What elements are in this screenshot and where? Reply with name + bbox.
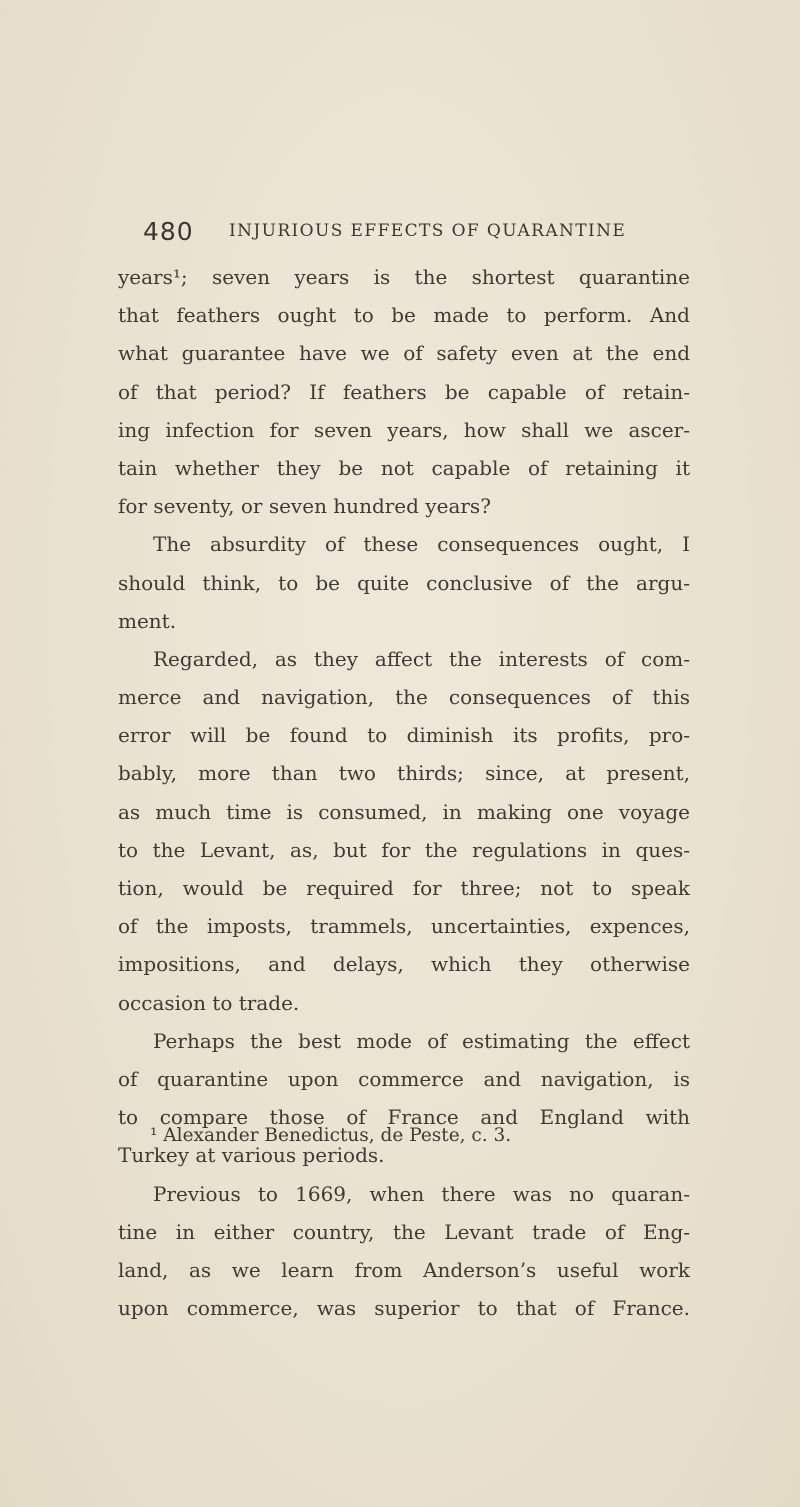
text-line: occasion to trade.	[118, 990, 300, 1015]
text-line: to compare those of France and England with	[118, 1105, 690, 1130]
running-head	[143, 217, 663, 257]
text-line: error will be found to diminish its profits, pro-	[118, 723, 690, 748]
body-text	[118, 258, 690, 1327]
footnote: ¹ Alexander Benedictus, de Peste, c. 3.	[150, 1125, 512, 1146]
text-line: years¹; seven years is the shortest quarantine	[118, 265, 690, 289]
text-line: of quarantine upon commerce and navigation, is	[118, 1066, 690, 1091]
text-line: upon commerce, was superior to that of France.	[118, 1296, 690, 1321]
text-line: what guarantee have we of safety even at the end	[118, 341, 690, 366]
text-line: as much time is consumed, in making one voyage	[118, 799, 690, 824]
text-line: tion, would be required for three; not to speak	[118, 876, 690, 900]
text-line: to the Levant, as, but for the regulations in ques-	[118, 837, 690, 862]
text-line: merce and navigation, the consequences of this	[118, 685, 690, 710]
running-title: INJURIOUS EFFECTS OF QUARANTINE	[229, 221, 627, 241]
text-line: land, as we learn from Anderson’s useful work	[118, 1257, 690, 1282]
text-line: Regarded, as they affect the interests of com-	[153, 646, 690, 671]
text-line: should think, to be quite conclusive of the argu-	[118, 570, 690, 595]
text-line: Turkey at various periods.	[118, 1143, 385, 1168]
text-line: for seventy, or seven hundred years?	[118, 494, 491, 519]
text-line: impositions, and delays, which they otherwise	[118, 952, 690, 977]
page-number: 480	[143, 217, 194, 246]
text-line: Perhaps the best mode of estimating the effect	[153, 1028, 690, 1053]
text-line: ment.	[118, 608, 177, 633]
text-line: bably, more than two thirds; since, at present,	[118, 761, 690, 786]
text-line: that feathers ought to be made to perform. And	[118, 303, 690, 328]
text-line: tine in either country, the Levant trade of Eng-	[118, 1219, 690, 1244]
text-line: Previous to 1669, when there was no quaran-	[153, 1181, 690, 1206]
text-line: The absurdity of these consequences ought, I	[153, 532, 690, 557]
text-line: tain whether they be not capable of retaining it	[118, 455, 690, 480]
text-line: ing infection for seven years, how shall we ascer-	[118, 417, 690, 442]
text-line: of that period? If feathers be capable of retain-	[118, 379, 690, 404]
text-line: of the imposts, trammels, uncertainties, expences,	[118, 914, 690, 939]
